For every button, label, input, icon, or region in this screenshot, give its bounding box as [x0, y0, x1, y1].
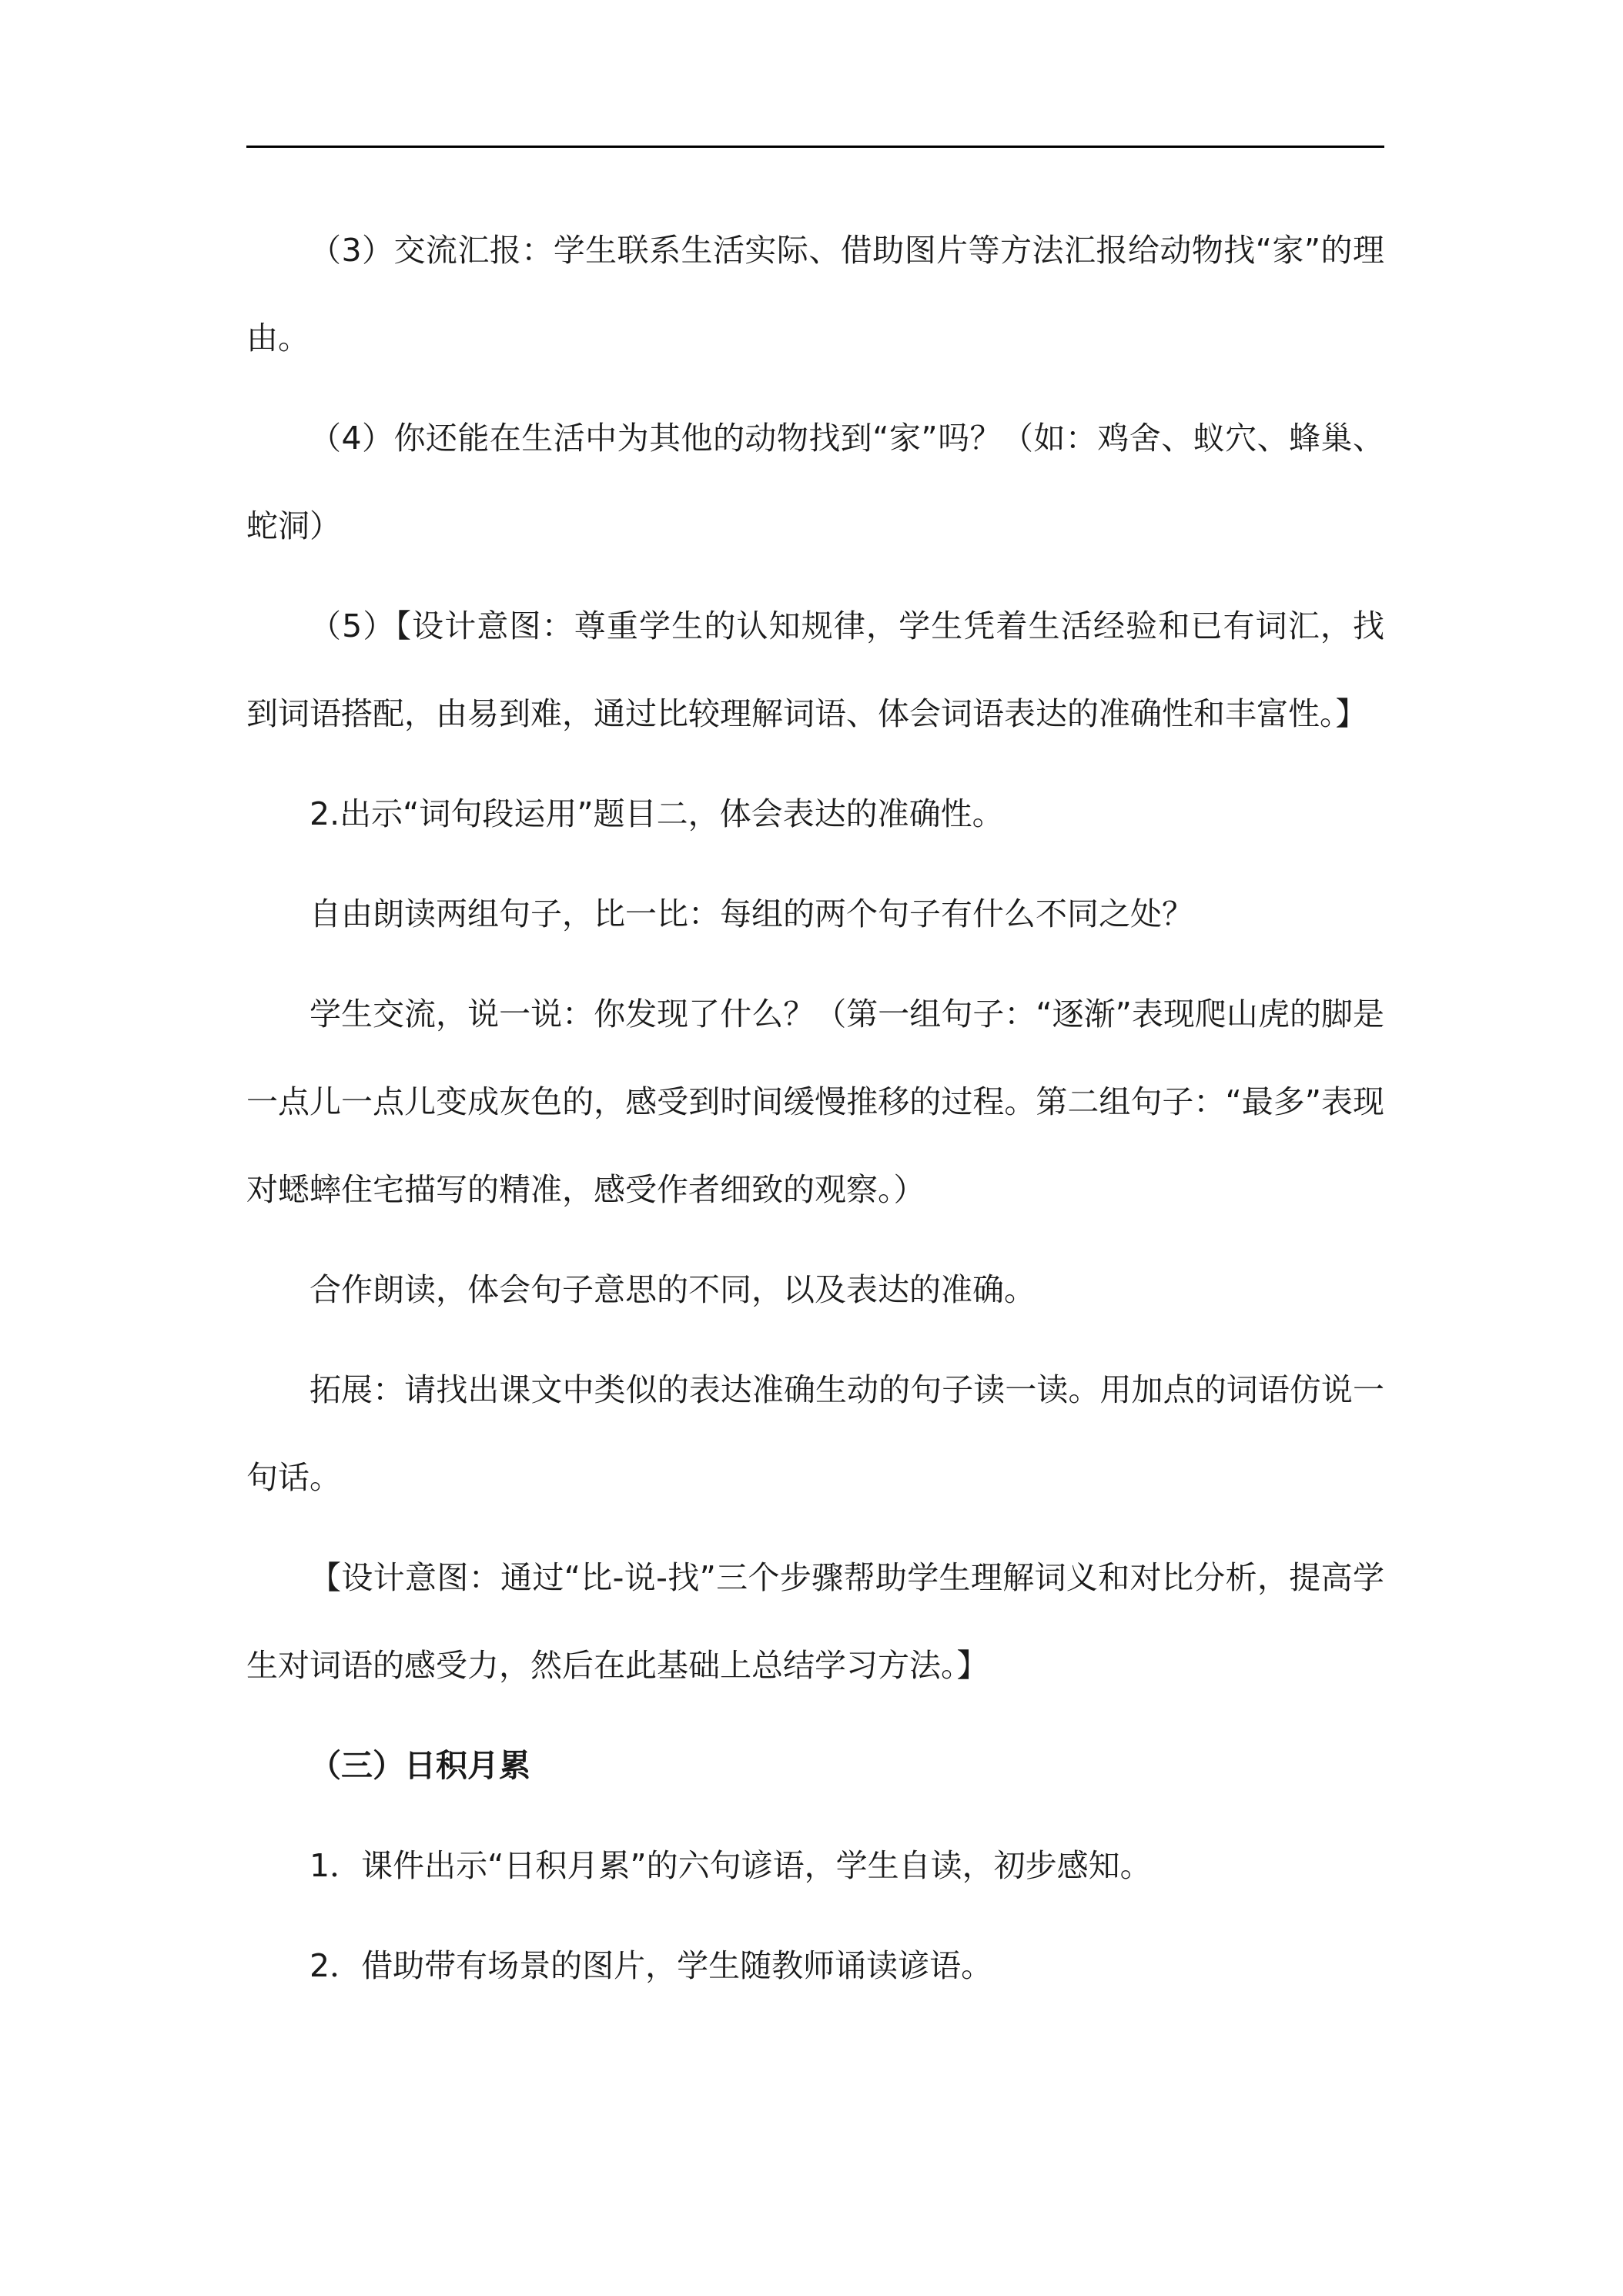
paragraph-cooperative-reading: 合作朗读，体会句子意思的不同，以及表达的准确。 [310, 1271, 1036, 1308]
paragraph-exchange-report: （3）交流汇报：学生联系生活实际、借助图片等方法汇报给动物找“家”的理由。 [246, 232, 1384, 356]
document-body [246, 206, 1384, 2010]
paragraph-other-animal-homes: （4）你还能在生活中为其他的动物找到“家”吗？（如：鸡舍、蚁穴、蜂巢、蛇洞） [246, 420, 1384, 544]
paragraph-free-reading: 自由朗读两组句子，比一比：每组的两个句子有什么不同之处？ [310, 895, 1193, 932]
paragraph-design-intent-1: （5）【设计意图：尊重学生的认知规律，学生凭着生活经验和已有词汇，找到词语搭配，由易到难，通过比较理解词语、体会词语表达的准确性和丰富性。】 [246, 607, 1384, 732]
paragraph-design-intent-2: 【设计意图：通过“比-说-找”三个步骤帮助学生理解词义和对比分析，提高学生对词语的感受力，然后在此基础上总结学习方法。】 [246, 1559, 1384, 1684]
paragraph-student-discussion: 学生交流，说一说：你发现了什么？（第一组句子：“逐渐”表现爬山虎的脚是一点儿一点儿变成灰色的，感受到时间缓慢推移的过程。第二组句子：“最多”表现对蟋蟀住宅描写的精准，感受作者细致的观察。） [246, 996, 1384, 1208]
paragraph-step-one: 1．课件出示“日积月累”的六句谚语，学生自读，初步感知。 [310, 1847, 1152, 1884]
paragraph-extension: 拓展：请找出课文中类似的表达准确生动的句子读一读。用加点的词语仿说一句话。 [246, 1371, 1384, 1496]
header-rule [246, 146, 1384, 148]
paragraph-step-two: 2．借助带有场景的图片，学生随教师诵读谚语。 [310, 1947, 993, 1984]
section-heading-daily-accumulation: （三）日积月累 [310, 1747, 530, 1784]
paragraph-task-two: 2.出示“词句段运用”题目二，体会表达的准确性。 [310, 795, 1004, 832]
